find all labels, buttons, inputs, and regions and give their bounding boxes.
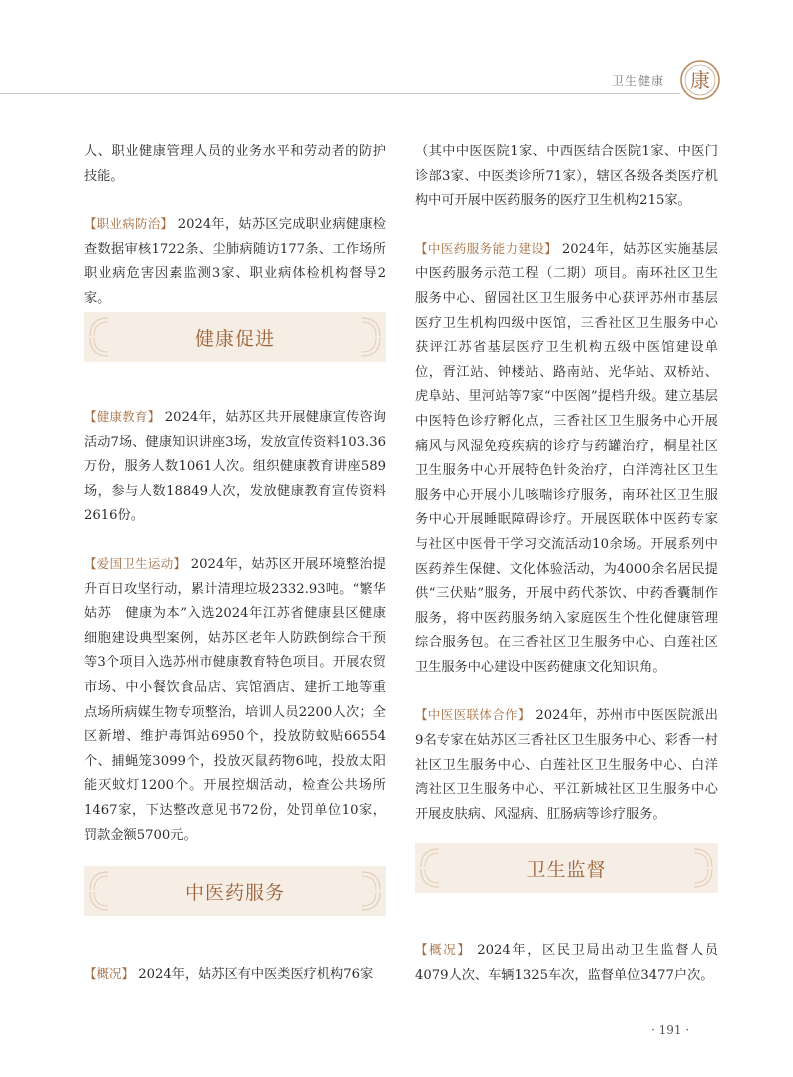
section-title: 健康促进 <box>194 327 275 350</box>
text-tcm-alliance: 2024年，苏州市中医医院派出9名专家在姑苏区三香社区卫生服务中心、彩香一村社区卫生服务中心、白莲社区卫生服务中心、白洋湾社区卫生服务中心、平江新城社区卫生服务中心开展皮肤病、风湿病、肛肠病等诊疗服务。 <box>415 708 718 822</box>
section-tcm-services <box>84 866 386 916</box>
corner-ornament-icon <box>360 336 382 358</box>
tag-tcm-capacity: 【中医药服务能力建设】 <box>415 240 558 256</box>
text-health-education: 2024年，姑苏区共开展健康宣传咨询活动7场、健康知识讲座3场，发放宣传资料103.36万份，服务人数1061人次。组织健康教育讲座589场，参与人数18849人次，发放健康教育宣传资料2616份。 <box>84 410 386 524</box>
section-title: 中医药服务 <box>184 881 285 904</box>
left-column-bottom <box>84 962 386 988</box>
page-number: · 191 · <box>651 1023 690 1037</box>
corner-ornament-icon <box>360 870 382 892</box>
running-header-title: 卫生健康 <box>612 74 665 88</box>
corner-ornament-icon <box>419 867 441 889</box>
corner-ornament-icon <box>88 890 110 912</box>
paragraph-health-education <box>84 405 386 529</box>
svg-text:康: 康 <box>690 68 710 92</box>
paragraph-patriotic-health <box>84 552 386 848</box>
paragraph-tcm-capacity <box>415 237 718 681</box>
tag-health-education: 【健康教育】 <box>84 409 161 424</box>
header-rule <box>0 93 680 94</box>
left-column-lower <box>84 405 386 848</box>
section-health-supervision <box>415 843 718 893</box>
right-column-bottom <box>415 938 718 988</box>
paragraph-tcm-overview <box>84 962 386 988</box>
corner-ornament-icon <box>419 847 441 869</box>
text-tcm-capacity: 2024年，姑苏区实施基层中医药服务示范工程（二期）项目。南环社区卫生服务中心、留园社区卫生服务中心获评苏州市基层医疗卫生机构四级中医馆，三香社区卫生服务中心获评江苏省基层医疗卫生机构五级中医馆建设单位，胥江站、钟楼站、路南站、光华站、双桥站、虎阜站、里河站等7家“中医阁”提档升级。建立基层中医特色诊疗孵化点，三香社区卫生服务中心开展痛风与风湿免疫疾病的诊疗与药罐治疗，桐星社区卫生服务中心开展特色针灸治疗，白洋湾社区卫生服务中心开展小儿咳喘诊疗服务，南环社区卫生服务中心开展睡眠障碍诊疗。开展医联体中医药专家与社区中医骨干学习交流活动10余场。开展系列中医药养生保健、文化体验活动，为4000余名居民提供“三伏贴”服务，开展中药代茶饮、中药香囊制作服务，将中医药服务纳入家庭医生个性化健康管理综合服务包。在三香社区卫生服务中心、白莲社区卫生服务中心建设中医药健康文化知识角。 <box>415 241 718 675</box>
corner-ornament-icon <box>88 870 110 892</box>
paragraph-tcm-alliance <box>415 703 718 827</box>
health-logo-icon <box>678 58 722 102</box>
text-occupational-disease: 2024年，姑苏区完成职业病健康检查数据审核1722条、尘肺病随访177条、工作场所职业病危害因素监测3家、职业病体检机构督导2家。 <box>84 217 386 306</box>
section-health-promotion <box>84 312 386 362</box>
right-column <box>415 140 718 827</box>
section-title: 卫生监督 <box>526 858 607 881</box>
tag-overview: 【概况】 <box>84 966 135 981</box>
left-column <box>84 140 386 312</box>
text-patriotic-health: 2024年，姑苏区开展环境整治提升百日攻坚行动，累计清理垃圾2332.93吨。“繁华姑苏 健康为本”入选2024年江苏省健康县区健康细胞建设典型案例，姑苏区老年人防跌倒综合干预等3个项目入选苏州市健康教育特色项目。开展农贸市场、中小餐饮食品店、宾馆酒店、建折工地等重点场所病媒生物专项整治，培训人员2200人次；全区新增、维护毒饵站6950个，投放防蚊贴66554个、捕蝇笼3099个，投放灭鼠药物6吨，投放太阳能灭蚊灯1200个。开展控烟活动，检查公共场所1467家，下达整改意见书72份，处罚单位10家，罚款金额5700元。 <box>84 556 386 843</box>
text-supervision-overview: 2024年，区民卫局出动卫生监督人员4079人次、车辆1325车次，监督单位3477户次。 <box>415 943 718 983</box>
corner-ornament-icon <box>88 336 110 358</box>
corner-ornament-icon <box>88 316 110 338</box>
tag-occupational-disease: 【职业病防治】 <box>84 216 174 232</box>
corner-ornament-icon <box>360 890 382 912</box>
text-tcm-overview: 2024年，姑苏区有中医类医疗机构76家 <box>134 967 374 982</box>
corner-ornament-icon <box>360 316 382 338</box>
corner-ornament-icon <box>692 847 714 869</box>
tag-patriotic-health: 【爱国卫生运动】 <box>84 555 187 571</box>
corner-ornament-icon <box>692 867 714 889</box>
paragraph-intro: 人、职业健康管理人员的业务水平和劳动者的防护技能。 <box>84 144 386 184</box>
paragraph-continuation: （其中中医医院1家、中西医结合医院1家、中医门诊部3家、中医类诊所71家），辖区各级各类医疗机构中可开展中医药服务的医疗卫生机构215家。 <box>415 144 718 209</box>
paragraph-supervision-overview <box>415 938 718 988</box>
tag-tcm-alliance: 【中医医联体合作】 <box>415 707 531 723</box>
tag-overview: 【概况】 <box>415 942 472 957</box>
paragraph-occupational-disease <box>84 212 386 311</box>
